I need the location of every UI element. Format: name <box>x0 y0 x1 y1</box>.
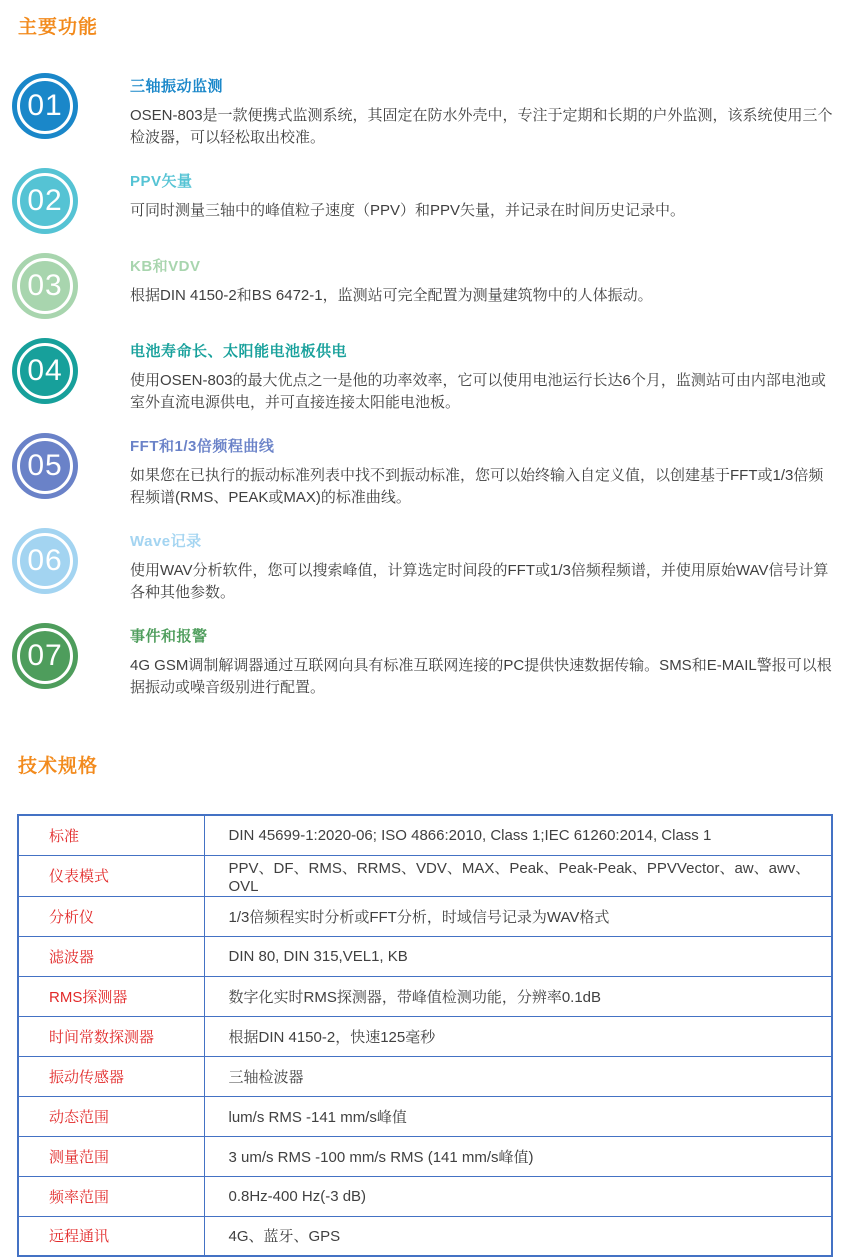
feature-circle-column <box>12 253 130 319</box>
table-row <box>18 855 832 896</box>
spec-label-cell: 仪表模式 <box>18 855 204 896</box>
number-badge <box>17 258 73 314</box>
spec-value-cell: 根据DIN 4150-2，快速125毫秒 <box>204 1016 832 1056</box>
feature-description: OSEN-803是一款便携式监测系统，其固定在防水外壳中，专注于定期和长期的户外监测，该系统使用三个检波器，可以轻松取出校准。 <box>130 107 833 146</box>
specs-table-body <box>18 815 832 1256</box>
feature-item <box>12 338 838 414</box>
feature-title: FFT和1/3倍频程曲线 <box>130 438 275 455</box>
feature-circle-column <box>12 338 130 404</box>
number-badge <box>17 173 73 229</box>
number-badge <box>17 438 73 494</box>
feature-number: 04 <box>27 354 63 387</box>
feature-description: 4G GSM调制解调器通过互联网向具有标准互联网连接的PC提供快速数据传输。SMS和E-MAIL警报可以根据振动或噪音级别进行配置。 <box>130 657 832 696</box>
feature-description: 使用WAV分析软件，您可以搜索峰值，计算选定时间段的FFT或1/3倍频程频谱，并使用原始WAV信号计算各种其他参数。 <box>130 562 829 601</box>
feature-number: 03 <box>27 269 63 302</box>
spec-value-cell: 3 um/s RMS -100 mm/s RMS (141 mm/s峰值) <box>204 1136 832 1176</box>
table-row <box>18 1216 832 1256</box>
feature-content <box>130 253 838 307</box>
spec-label-cell: 频率范围 <box>18 1176 204 1216</box>
table-row <box>18 976 832 1016</box>
table-row <box>18 936 832 976</box>
feature-title: 事件和报警 <box>130 628 208 645</box>
spec-value-cell: lum/s RMS -141 mm/s峰值 <box>204 1096 832 1136</box>
feature-title: KB和VDV <box>130 258 201 275</box>
specs-heading: 技术规格 <box>18 756 99 777</box>
spec-value-cell: 1/3倍频程实时分析或FFT分析，时域信号记录为WAV格式 <box>204 896 832 936</box>
number-badge <box>17 78 73 134</box>
table-row <box>18 1016 832 1056</box>
spec-value-cell: PPV、DF、RMS、RRMS、VDV、MAX、Peak、Peak-Peak、PPVVector、aw、awv、OVL <box>204 855 832 896</box>
spec-value-cell: DIN 45699-1:2020-06; ISO 4866:2010, Class 1;IEC 61260:2014, Class 1 <box>204 815 832 855</box>
spec-label-cell: RMS探测器 <box>18 976 204 1016</box>
number-badge <box>17 343 73 399</box>
spec-label-cell: 分析仪 <box>18 896 204 936</box>
spec-value-cell: 三轴检波器 <box>204 1056 832 1096</box>
spec-label-cell: 振动传感器 <box>18 1056 204 1096</box>
feature-number: 06 <box>27 544 63 577</box>
number-badge <box>17 628 73 684</box>
feature-content <box>130 433 838 509</box>
feature-circle-column <box>12 528 130 594</box>
feature-circle-column <box>12 73 130 139</box>
spec-value-cell: 数字化实时RMS探测器，带峰值检测功能，分辨率0.1dB <box>204 976 832 1016</box>
feature-circle-column <box>12 623 130 689</box>
feature-content <box>130 528 838 604</box>
feature-content <box>130 623 838 699</box>
feature-list <box>12 73 838 699</box>
table-row <box>18 1136 832 1176</box>
feature-number: 02 <box>27 184 63 217</box>
feature-number: 01 <box>27 89 63 122</box>
feature-item <box>12 253 838 319</box>
number-badge <box>17 533 73 589</box>
feature-item <box>12 528 838 604</box>
spec-label-cell: 测量范围 <box>18 1136 204 1176</box>
feature-content <box>130 168 838 222</box>
spec-value-cell: 4G、蓝牙、GPS <box>204 1216 832 1256</box>
table-row <box>18 1056 832 1096</box>
spec-label-cell: 时间常数探测器 <box>18 1016 204 1056</box>
table-row <box>18 1176 832 1216</box>
feature-content <box>130 338 838 414</box>
feature-number: 07 <box>27 639 63 672</box>
feature-item <box>12 73 838 149</box>
spec-value-cell: 0.8Hz-400 Hz(-3 dB) <box>204 1176 832 1216</box>
feature-number: 05 <box>27 449 63 482</box>
feature-title: 三轴振动监测 <box>130 78 224 95</box>
specs-table <box>17 814 833 1257</box>
spec-label-cell: 标准 <box>18 815 204 855</box>
feature-description: 使用OSEN-803的最大优点之一是他的功率效率，它可以使用电池运行长达6个月，监测站可由内部电池或室外直流电源供电，并可直接连接太阳能电池板。 <box>130 372 826 411</box>
spec-label-cell: 远程通讯 <box>18 1216 204 1256</box>
feature-item <box>12 433 838 509</box>
feature-title: Wave记录 <box>130 533 202 550</box>
spec-value-cell: DIN 80, DIN 315,VEL1, KB <box>204 936 832 976</box>
table-row <box>18 815 832 855</box>
spec-label-cell: 滤波器 <box>18 936 204 976</box>
feature-description: 如果您在已执行的振动标准列表中找不到振动标准，您可以始终输入自定义值，以创建基于FFT或1/3倍频程频谱(RMS、PEAK或MAX)的标准曲线。 <box>130 467 824 506</box>
spec-label-cell: 动态范围 <box>18 1096 204 1136</box>
features-heading: 主要功能 <box>18 17 99 38</box>
feature-title: PPV矢量 <box>130 173 193 190</box>
feature-item <box>12 623 838 699</box>
feature-content <box>130 73 838 149</box>
feature-description: 可同时测量三轴中的峰值粒子速度（PPV）和PPV矢量，并记录在时间历史记录中。 <box>130 202 686 219</box>
feature-circle-column <box>12 433 130 499</box>
table-row <box>18 896 832 936</box>
table-row <box>18 1096 832 1136</box>
feature-title: 电池寿命长、太阳能电池板供电 <box>130 343 348 360</box>
feature-circle-column <box>12 168 130 234</box>
feature-item <box>12 168 838 234</box>
feature-description: 根据DIN 4150-2和BS 6472-1，监测站可完全配置为测量建筑物中的人体振动。 <box>130 287 653 304</box>
